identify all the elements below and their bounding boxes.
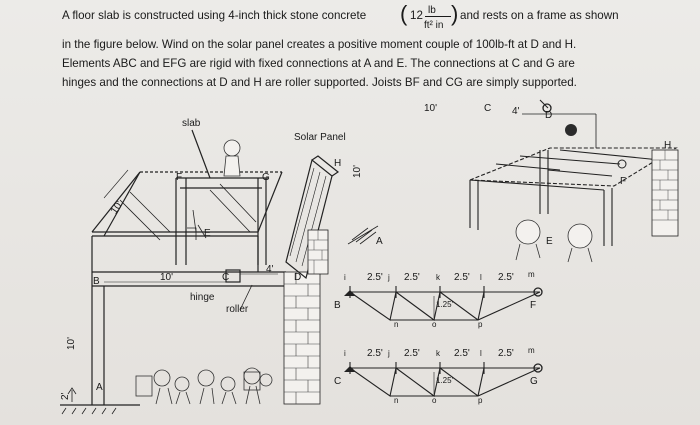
truss2-dim-2: 2.5' bbox=[404, 348, 420, 359]
truss1-dim-4: 2.5' bbox=[498, 272, 514, 283]
right-label-H: H bbox=[664, 140, 672, 151]
label-C: C bbox=[222, 272, 230, 283]
problem-line-1b: and rests on a frame as shown bbox=[460, 9, 619, 22]
dim-10-beam: 10' bbox=[160, 272, 174, 283]
unit-coefficient: 12 bbox=[410, 9, 423, 22]
dim-2: 2' bbox=[60, 392, 71, 400]
right-frame bbox=[470, 100, 676, 246]
dim-10-diagonal: 10' bbox=[109, 199, 126, 217]
truss1-height: 1.25' bbox=[436, 300, 454, 309]
truss1-pin bbox=[344, 290, 356, 296]
label-D: D bbox=[294, 272, 302, 283]
left-paren: ( bbox=[400, 1, 408, 26]
truss1-F: F bbox=[530, 300, 537, 311]
truss2-m: m bbox=[528, 346, 535, 355]
truss1-p: p bbox=[478, 320, 483, 329]
crowd-illustration bbox=[136, 368, 272, 404]
truss2-top-l: l bbox=[480, 349, 482, 358]
label-F: F bbox=[176, 172, 183, 183]
truss1-top-i: i bbox=[344, 273, 346, 282]
label-A-support: A bbox=[376, 236, 383, 247]
truss2-top-k: k bbox=[436, 349, 440, 358]
dim-10-post: 10' bbox=[352, 164, 363, 178]
right-dim-10: 10' bbox=[424, 103, 438, 114]
dim-10-column: 10' bbox=[66, 336, 77, 350]
truss1-m: m bbox=[528, 270, 535, 279]
problem-line-3: Elements ABC and EFG are rigid with fixed connections at A and E. The connections at C and G are bbox=[62, 57, 575, 70]
label-A: A bbox=[96, 382, 103, 393]
truss2-p: p bbox=[478, 396, 483, 405]
label-slab: slab bbox=[182, 118, 201, 129]
truss2-pin bbox=[344, 366, 356, 372]
truss2-G: G bbox=[530, 376, 538, 387]
truss1-top-l: l bbox=[480, 273, 482, 282]
label-roller: roller bbox=[226, 304, 249, 315]
label-solar-panel: Solar Panel bbox=[294, 132, 346, 143]
truss2-dim-1: 2.5' bbox=[367, 348, 383, 359]
right-cartoon-characters bbox=[516, 220, 592, 262]
truss1-n: n bbox=[394, 320, 399, 329]
dim-4: 4' bbox=[266, 264, 274, 275]
right-dim-4: 4' bbox=[512, 106, 520, 117]
truss1-top-k: k bbox=[436, 273, 440, 282]
label-H: H bbox=[334, 158, 342, 169]
truss1-B: B bbox=[334, 300, 341, 311]
problem-line-2: in the figure below. Wind on the solar panel creates a positive moment couple of 100lb-ft at D and H. bbox=[62, 38, 577, 51]
column-E bbox=[176, 178, 186, 265]
truss1-o: o bbox=[432, 320, 437, 329]
unit-numerator: lb bbox=[428, 5, 436, 16]
right-label-D: D bbox=[545, 110, 553, 121]
truss2-top-i: i bbox=[344, 349, 346, 358]
right-brick-pier bbox=[652, 150, 678, 236]
truss2-o: o bbox=[432, 396, 437, 405]
brick-pier bbox=[284, 272, 320, 404]
worker-figure bbox=[224, 140, 240, 176]
unit-denominator: ft² in bbox=[424, 20, 444, 31]
truss1-top-j: j bbox=[388, 273, 390, 282]
problem-line-1a: A floor slab is constructed using 4-inch thick stone concrete bbox=[62, 9, 367, 22]
truss1-dim-2: 2.5' bbox=[404, 272, 420, 283]
right-label-F: F bbox=[620, 176, 627, 187]
truss2-n: n bbox=[394, 396, 399, 405]
truss1-dim-1: 2.5' bbox=[367, 272, 383, 283]
truss2-height: 1.25' bbox=[436, 376, 454, 385]
truss2-C: C bbox=[334, 376, 342, 387]
problem-line-4: hinges and the connections at D and H are roller supported. Joists BF and CG are simply supported. bbox=[62, 76, 577, 89]
label-E: E bbox=[204, 228, 211, 239]
truss2-dim-4: 2.5' bbox=[498, 348, 514, 359]
truss2-dim-3: 2.5' bbox=[454, 348, 470, 359]
right-paren: ) bbox=[451, 1, 459, 26]
right-figure-head bbox=[565, 124, 577, 136]
label-G: G bbox=[262, 172, 270, 183]
truss1-dim-3: 2.5' bbox=[454, 272, 470, 283]
truss2-top-j: j bbox=[388, 349, 390, 358]
right-label-E: E bbox=[546, 236, 553, 247]
label-B: B bbox=[93, 276, 100, 287]
label-hinge: hinge bbox=[190, 292, 215, 303]
right-label-C: C bbox=[484, 103, 492, 114]
